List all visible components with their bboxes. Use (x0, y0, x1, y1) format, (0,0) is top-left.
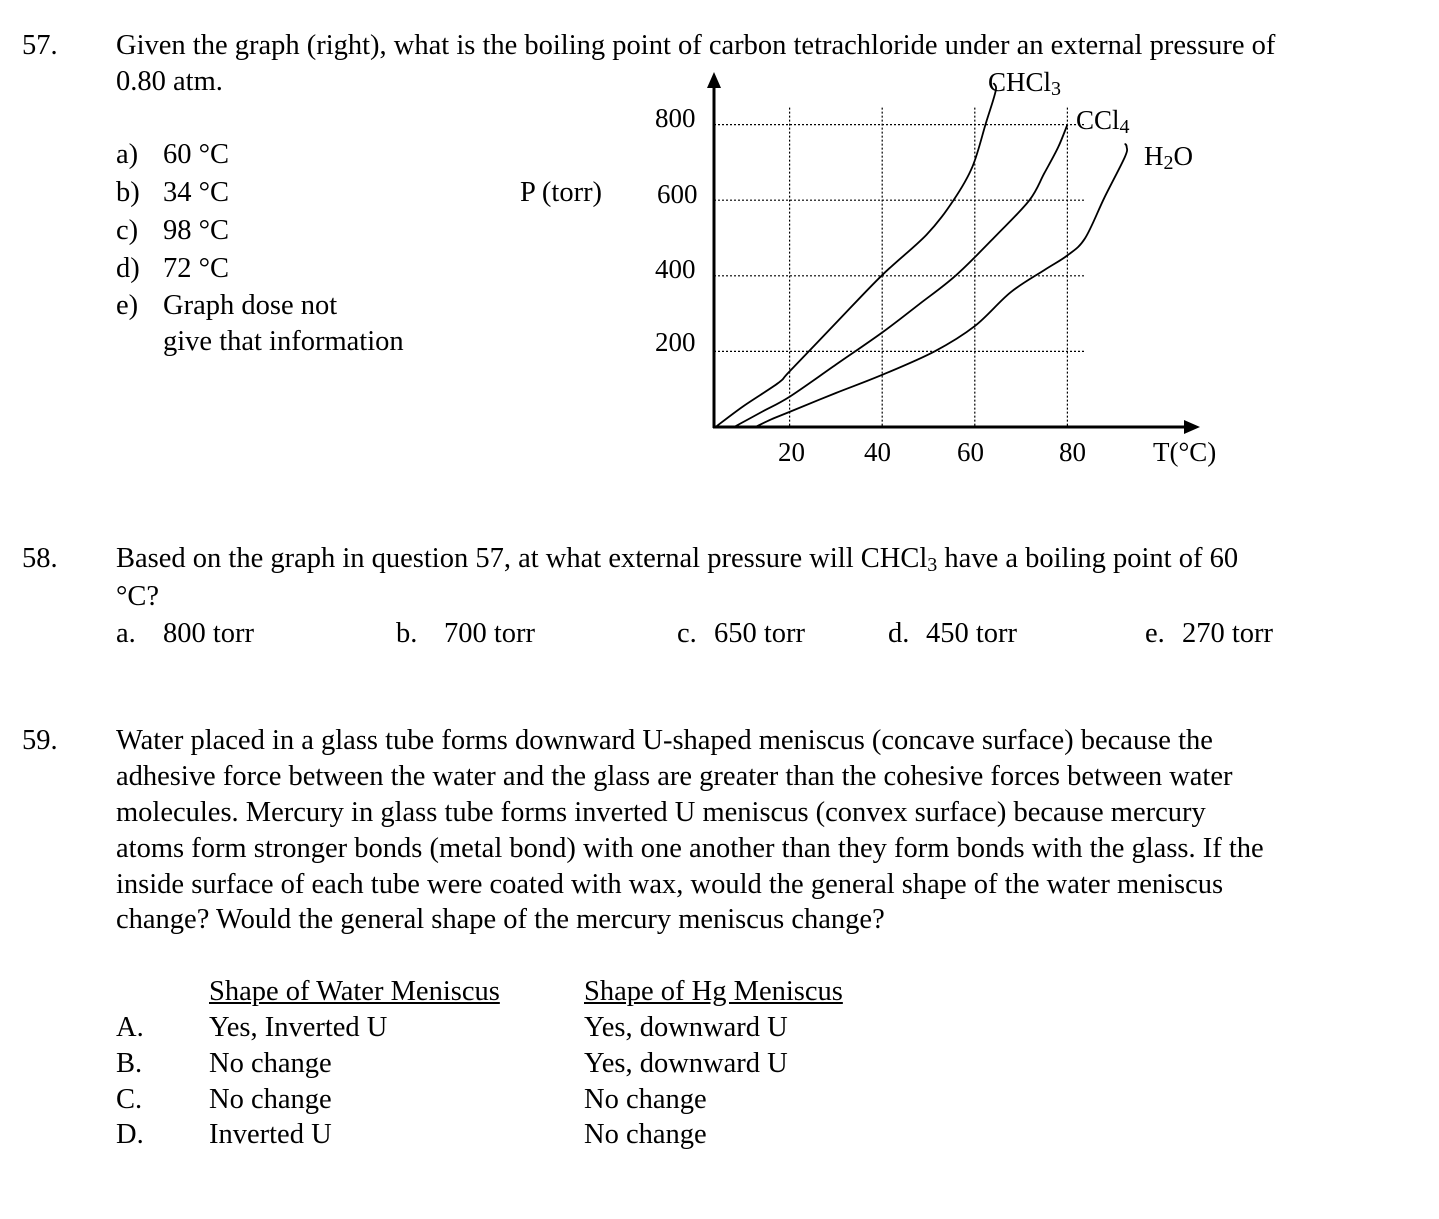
q58-option-b: 700 torr (444, 618, 536, 649)
question-57-text-line1: Given the graph (right), what is the boiling point of carbon tetrachloride under an external pressure of (116, 30, 1276, 61)
row-c-letter: C. (116, 1084, 143, 1115)
x-axis-arrow (1184, 420, 1200, 434)
q57-option-b-letter: b) (116, 177, 140, 208)
question-58-text-line2: °C? (116, 581, 160, 612)
q58-option-b-letter: b. (396, 618, 418, 649)
q57-option-c: 98 °C (163, 215, 230, 246)
question-59-line: atoms form stronger bonds (metal bond) with one another than they form bonds with the glass. If the (116, 833, 1264, 864)
row-c-water: No change (209, 1084, 332, 1115)
y-tick-800: 800 (655, 103, 696, 133)
row-b-letter: B. (116, 1048, 143, 1079)
q57-option-d-letter: d) (116, 253, 140, 284)
q58-option-e-letter: e. (1145, 618, 1165, 649)
q57-option-a: 60 °C (163, 139, 230, 170)
row-a-letter: A. (116, 1012, 144, 1043)
q57-option-d: 72 °C (163, 253, 230, 284)
y-axis-arrow (707, 72, 721, 88)
q58-option-a-letter: a. (116, 618, 136, 649)
table-header-water: Shape of Water Meniscus (209, 976, 500, 1007)
label-chcl3: CHCl3 (988, 67, 1062, 100)
x-tick-20: 20 (778, 437, 805, 467)
q57-option-b: 34 °C (163, 177, 230, 208)
question-58-text-line1: Based on the graph in question 57, at what external pressure will CHCl3 have a boiling point of 60 (116, 543, 1239, 576)
row-a-water: Yes, Inverted U (209, 1012, 388, 1043)
q57-option-a-letter: a) (116, 139, 139, 170)
table-header-hg: Shape of Hg Meniscus (584, 976, 843, 1007)
q58-option-a: 800 torr (163, 618, 255, 649)
question-59-line: inside surface of each tube were coated with wax, would the general shape of the water meniscus (116, 869, 1224, 900)
grid-lines (714, 108, 1086, 427)
curve-chcl3 (716, 83, 997, 427)
q57-option-c-letter: c) (116, 215, 139, 246)
q57-option-e: Graph dose not (163, 290, 338, 321)
curve-ccl4 (734, 125, 1067, 427)
row-d-letter: D. (116, 1119, 144, 1150)
x-tick-60: 60 (957, 437, 984, 467)
x-axis-label: T(°C) (1153, 437, 1217, 467)
q58-option-d: 450 torr (926, 618, 1018, 649)
row-a-hg: Yes, downward U (584, 1012, 788, 1043)
row-b-water: No change (209, 1048, 332, 1079)
q57-option-e-line2: give that information (163, 326, 404, 357)
question-57-text-line2: 0.80 atm. (116, 66, 223, 97)
q58-option-e: 270 torr (1182, 618, 1274, 649)
row-b-hg: Yes, downward U (584, 1048, 788, 1079)
y-tick-400: 400 (655, 254, 696, 284)
question-57-number: 57. (22, 30, 58, 61)
row-c-hg: No change (584, 1084, 707, 1115)
q57-option-e-letter: e) (116, 290, 139, 321)
question-58-number: 58. (22, 543, 58, 574)
x-tick-40: 40 (864, 437, 891, 467)
question-59-line: adhesive force between the water and the glass are greater than the cohesive forces between water (116, 761, 1233, 792)
question-59-line: molecules. Mercury in glass tube forms inverted U meniscus (convex surface) because mercury (116, 797, 1206, 828)
row-d-hg: No change (584, 1119, 707, 1150)
y-tick-600: 600 (657, 179, 698, 209)
y-tick-200: 200 (655, 327, 696, 357)
q58-option-c-letter: c. (677, 618, 697, 649)
question-59-line: Water placed in a glass tube forms downward U-shaped meniscus (concave surface) because the (116, 725, 1213, 756)
row-d-water: Inverted U (209, 1119, 332, 1150)
curve-h2o (755, 144, 1127, 428)
q58-option-d-letter: d. (888, 618, 910, 649)
y-axis-label: P (torr) (520, 177, 603, 208)
label-ccl4: CCl4 (1076, 105, 1130, 138)
x-tick-80: 80 (1059, 437, 1086, 467)
label-h2o: H2O (1144, 141, 1193, 174)
question-59-line: change? Would the general shape of the mercury meniscus change? (116, 904, 885, 935)
q58-option-c: 650 torr (714, 618, 806, 649)
question-59-number: 59. (22, 725, 58, 756)
